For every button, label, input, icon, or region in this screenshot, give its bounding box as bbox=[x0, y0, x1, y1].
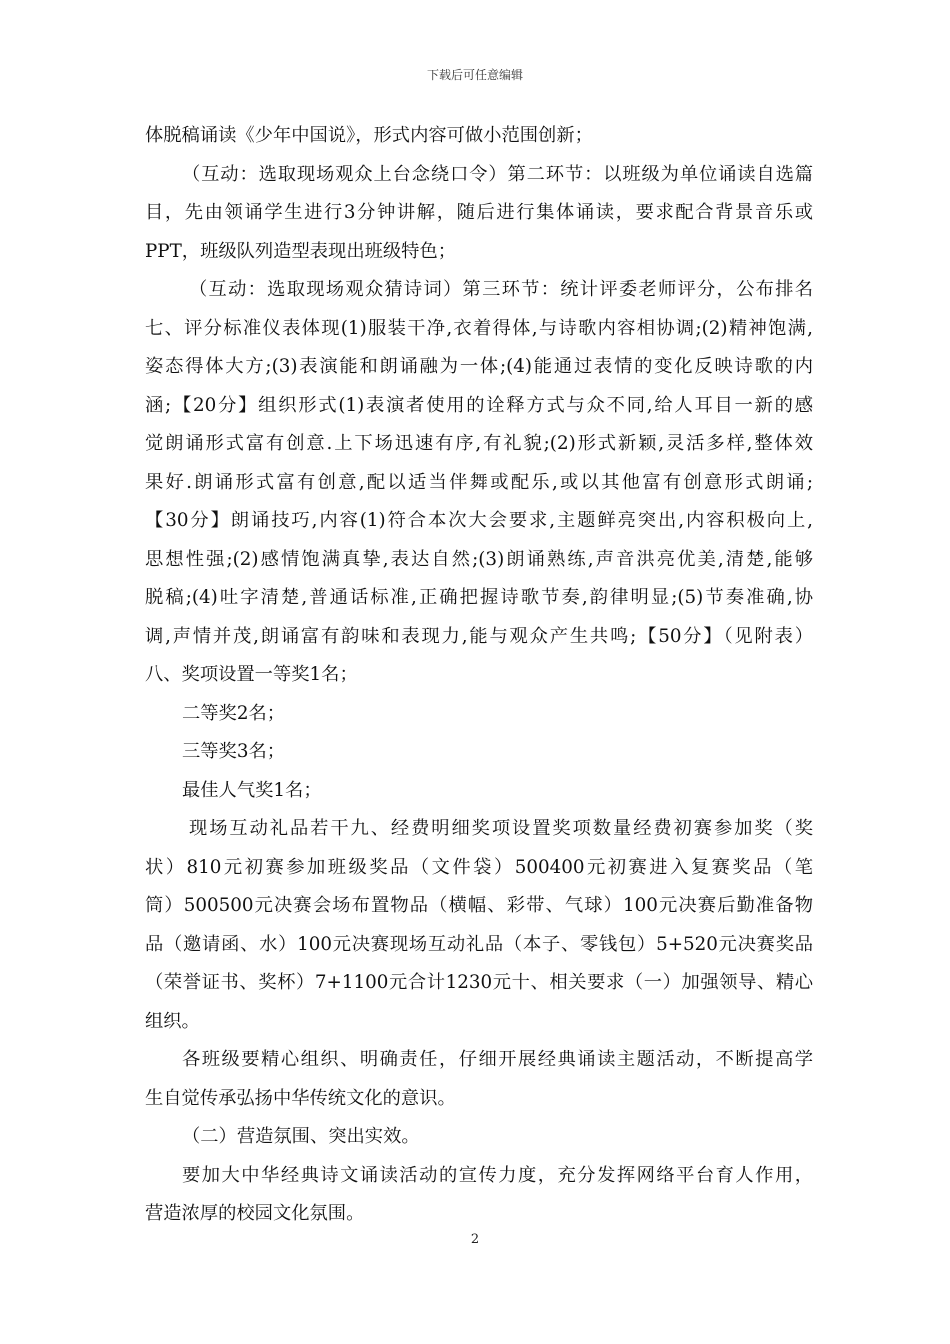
text-line: 二等奖2名； bbox=[182, 702, 286, 724]
text-line: 最佳人气奖1名； bbox=[182, 779, 322, 801]
text-line: 品（邀请函、水）100元决赛现场互动礼品（本子、零钱包）5+520元决赛奖品 bbox=[145, 933, 813, 955]
text-line: 觉朗诵形式富有创意.上下场迅速有序,有礼貌;(2)形式新颖,灵活多样,整体效 bbox=[145, 433, 813, 454]
text-line: 调,声情并茂,朗诵富有韵味和表现力,能与观众产生共鸣;【50分】（见附表） bbox=[145, 625, 813, 647]
text-line: 三等奖3名； bbox=[182, 741, 286, 762]
page-header-note: 下载后可任意编辑 bbox=[426, 68, 523, 82]
document-body bbox=[145, 117, 813, 1234]
text-line: PPT，班级队列造型表现出班级特色； bbox=[145, 240, 457, 262]
text-line: 目，先由领诵学生进行3分钟讲解，随后进行集体诵读，要求配合背景音乐或 bbox=[145, 202, 813, 223]
text-line: 思想性强;(2)感情饱满真挚,表达自然;(3)朗诵熟练,声音洪亮优美,清楚,能够 bbox=[145, 548, 813, 570]
text-line: 涵;【20分】组织形式(1)表演者使用的诠释方式与众不同,给人耳目一新的感 bbox=[145, 394, 813, 416]
text-line: 七、评分标准仪表体现(1)服装干净,衣着得体,与诗歌内容相协调;(2)精神饱满, bbox=[145, 317, 813, 339]
text-line: （互动：选取现场观众上台念绕口令）第二环节：以班级为单位诵读自选篇 bbox=[182, 163, 813, 185]
text-line: 组织。 bbox=[145, 1010, 200, 1032]
text-line: 生自觉传承弘扬中华传统文化的意识。 bbox=[145, 1087, 456, 1109]
text-line: 体脱稿诵读《少年中国说》，形式内容可做小范围创新； bbox=[145, 125, 593, 146]
text-line: 【30分】朗诵技巧,内容(1)符合本次大会要求,主题鲜亮突出,内容积极向上, bbox=[145, 510, 813, 531]
text-line: （互动：选取现场观众猜诗词）第三环节：统计评委老师评分，公布排名 bbox=[189, 279, 813, 300]
text-line: 营造浓厚的校园文化氛围。 bbox=[145, 1203, 365, 1224]
text-line: 筒）500500元决赛会场布置物品（横幅、彩带、气球）100元决赛后勤准备物 bbox=[145, 895, 813, 916]
text-line: 各班级要精心组织、明确责任，仔细开展经典诵读主题活动，不断提高学 bbox=[182, 1049, 813, 1070]
text-line: （二）营造氛围、突出实效。 bbox=[182, 1126, 420, 1147]
text-line: 果好.朗诵形式富有创意,配以适当伴舞或配乐,或以其他富有创意形式朗诵; bbox=[145, 471, 813, 493]
text-line: 八、奖项设置一等奖1名； bbox=[145, 664, 358, 685]
text-line: 脱稿;(4)吐字清楚,普通话标准,正确把握诗歌节奏,韵律明显;(5)节奏准确,协 bbox=[145, 587, 813, 608]
text-line: 姿态得体大方;(3)表演能和朗诵融为一体;(4)能通过表情的变化反映诗歌的内 bbox=[145, 356, 813, 377]
text-line: 状）810元初赛参加班级奖品（文件袋）500400元初赛进入复赛奖品（笔 bbox=[145, 856, 813, 878]
text-line: （荣誉证书、奖杯）7+1100元合计1230元十、相关要求（一）加强领导、精心 bbox=[145, 972, 813, 993]
text-line: 现场互动礼品若干九、经费明细奖项设置奖项数量经费初赛参加奖（奖 bbox=[189, 818, 813, 839]
text-line: 要加大中华经典诗文诵读活动的宣传力度，充分发挥网络平台育人作用， bbox=[182, 1164, 813, 1186]
page-number: 2 bbox=[470, 1232, 480, 1247]
